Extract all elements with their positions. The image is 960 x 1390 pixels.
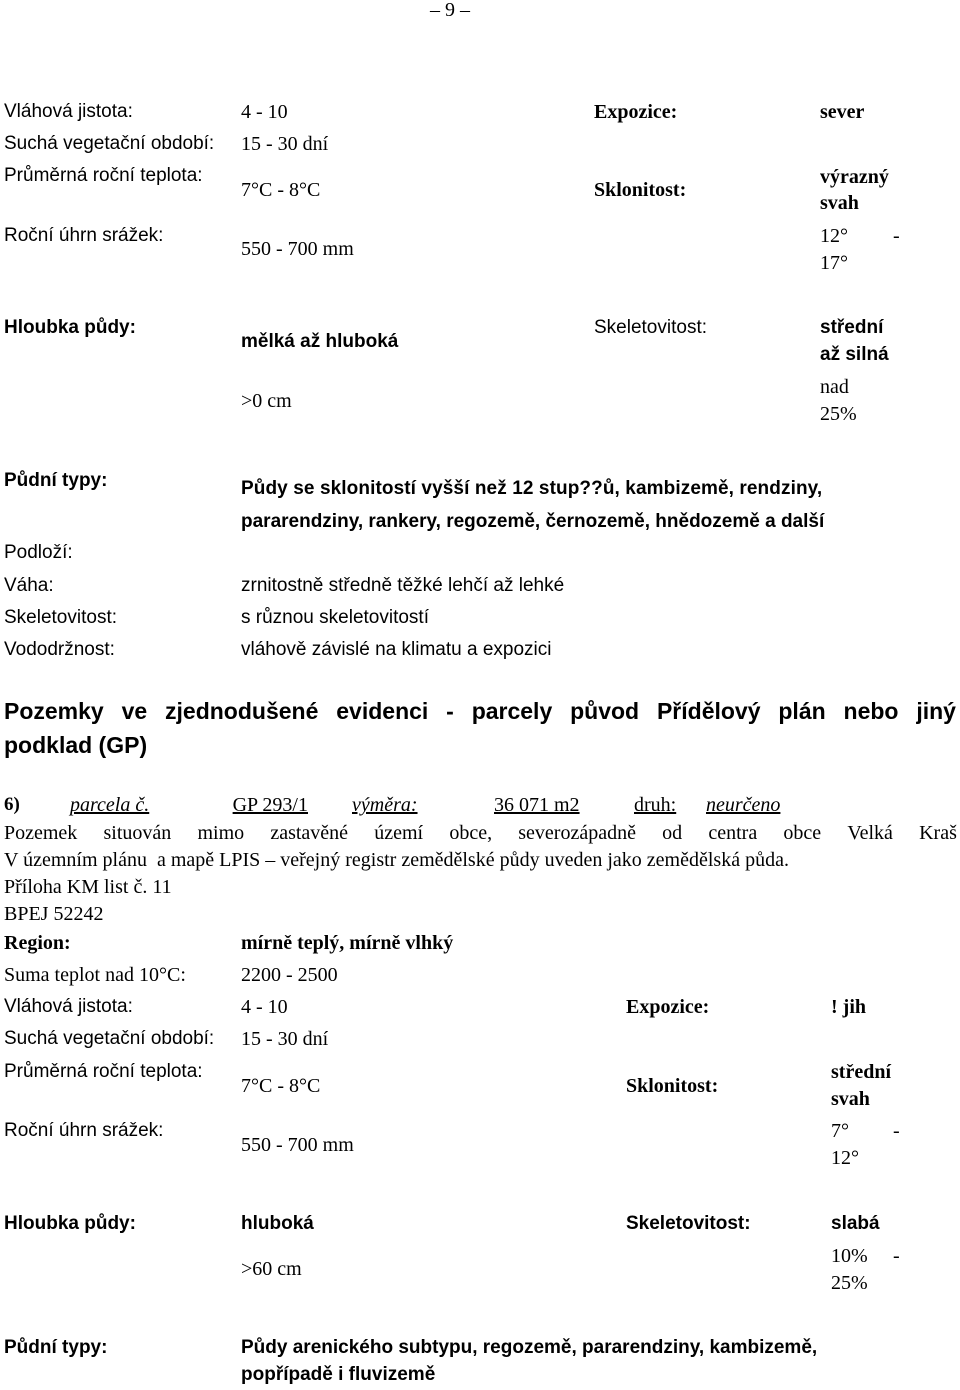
hloubka-label: Hloubka půdy:: [4, 317, 136, 338]
region-value: mírně teplý, mírně vlhký: [241, 932, 454, 954]
druh-value: neurčeno: [706, 794, 781, 816]
desc-word: situován: [103, 822, 172, 844]
desc-word: mimo: [197, 822, 245, 844]
desc-word: od: [662, 822, 683, 844]
srazky-label: Roční úhrn srážek:: [4, 225, 164, 246]
pudni-typy-line-1: Půdy se sklonitostí vyšší než 12 stup??ů, kambizemě, rendziny,: [241, 478, 823, 499]
vaha-value: zrnitostně středně těžké lehčí až lehké: [241, 575, 565, 596]
expozice-value: sever: [820, 101, 865, 123]
parcel-number: 6): [4, 794, 20, 815]
hloubka-cm: >0 cm: [241, 390, 292, 412]
sklon2-deg-dash: -: [893, 1120, 900, 1142]
skelet2-pct-1: 10%: [831, 1245, 868, 1267]
teplota2-value: 7°C - 8°C: [241, 1075, 321, 1097]
pudni-typy-label: Půdní typy:: [4, 470, 108, 491]
skeletovitost-value-1: střední: [820, 317, 884, 338]
desc-word: obce,: [449, 822, 493, 844]
skeletovitost-value-2: až silná: [820, 344, 889, 365]
vymera-label: výměra:: [352, 794, 418, 816]
desc-word: zastavěné: [270, 822, 349, 844]
parcela-value: [162, 795, 352, 816]
parcel-description-line-1: [4, 822, 957, 845]
srazky2-value: 550 - 700 mm: [241, 1134, 354, 1156]
skeletovitost-label: Skeletovitost:: [594, 317, 707, 338]
hloubka2-label: Hloubka půdy:: [4, 1213, 136, 1234]
sucha-value: 15 - 30 dní: [241, 133, 329, 155]
region-label: Region:: [4, 932, 71, 954]
parcel-description-line-2: V územním plánu a mapě LPIS – veřejný registr zemědělské půdy uveden jako zemědělská půda.: [4, 849, 789, 871]
heading-word: Pozemky: [4, 698, 104, 724]
hloubka2-value: hluboká: [241, 1213, 314, 1234]
hloubka-value: mělká až hluboká: [241, 331, 399, 352]
desc-word: severozápadně: [518, 822, 636, 844]
expozice-label: Expozice:: [594, 101, 678, 123]
desc-word: území: [374, 822, 424, 844]
vlahova-label: Vláhová jistota:: [4, 101, 133, 122]
section-heading: [4, 694, 956, 762]
skelet-pct-2: 25%: [820, 403, 857, 425]
sklon2-deg-1: 7°: [831, 1120, 849, 1142]
sklon-deg-1: 12°: [820, 225, 848, 247]
sklonitost2-value-1: střední: [831, 1061, 891, 1083]
vymera-value: 36 071 m2: [494, 794, 580, 816]
sklon-deg-dash: -: [893, 225, 900, 247]
parcela-label: parcela č.: [70, 794, 150, 816]
heading-word: původ: [570, 698, 640, 724]
vlahova-value: 4 - 10: [241, 101, 288, 123]
section-heading-line-2: podklad (GP): [4, 732, 148, 758]
heading-word: parcely: [471, 698, 553, 724]
heading-word: -: [446, 698, 454, 724]
pudni-typy2-line-2: popřípadě i fluvizemě: [241, 1364, 436, 1385]
pudni-typy2-label: Půdní typy:: [4, 1337, 108, 1358]
srazky-value: 550 - 700 mm: [241, 238, 354, 260]
teplota-value: 7°C - 8°C: [241, 179, 321, 201]
expozice2-value: ! jih: [831, 996, 866, 1018]
pudni-typy-line-2: pararendziny, rankery, regozemě, černozemě, hnědozemě a další: [241, 511, 825, 532]
podlozi-label: Podloží:: [4, 542, 73, 563]
desc-word: Pozemek: [4, 822, 78, 844]
suma-label: Suma teplot nad 10°C:: [4, 964, 186, 986]
parcela-value-text: GP 293/1: [232, 794, 308, 816]
skelet2-pct-2: 25%: [831, 1272, 868, 1294]
vlahova2-value: 4 - 10: [241, 996, 288, 1018]
sklonitost-label: Sklonitost:: [594, 179, 687, 201]
hloubka2-cm: >60 cm: [241, 1258, 302, 1280]
srazky2-label: Roční úhrn srážek:: [4, 1120, 164, 1141]
druh-label: druh:: [634, 794, 677, 816]
skeletovitost2-label: Skeletovitost:: [4, 607, 117, 628]
heading-word: ve: [121, 698, 148, 724]
expozice2-label: Expozice:: [626, 996, 710, 1018]
teplota2-label: Průměrná roční teplota:: [4, 1061, 203, 1082]
sklonitost2-value-2: svah: [831, 1088, 870, 1110]
sucha2-value: 15 - 30 dní: [241, 1028, 329, 1050]
sklonitost-value-2: svah: [820, 192, 859, 214]
heading-word: plán: [778, 698, 826, 724]
teplota-label: Průměrná roční teplota:: [4, 165, 203, 186]
desc-word: Kraš: [919, 822, 957, 844]
section-heading-line-1: [4, 694, 956, 728]
heading-word: zjednodušené: [165, 698, 319, 724]
sklonitost-value-1: výrazný: [820, 166, 889, 188]
vododrznost-label: Vododržnost:: [4, 639, 115, 660]
page-number: – 9 –: [430, 0, 470, 21]
desc-word: centra: [708, 822, 758, 844]
heading-word: evidenci: [336, 698, 429, 724]
sklon-deg-2: 17°: [820, 252, 848, 274]
sucha-label: Suchá vegetační období:: [4, 133, 215, 154]
vaha-label: Váha:: [4, 575, 54, 596]
sucha2-label: Suchá vegetační období:: [4, 1028, 215, 1049]
bpej-line: BPEJ 52242: [4, 903, 104, 925]
pudni-typy2-line-1: Půdy arenického subtypu, regozemě, pararendziny, kambizemě,: [241, 1337, 818, 1358]
heading-word: nebo: [843, 698, 899, 724]
skelet-pct-1: nad: [820, 376, 849, 398]
sklonitost2-label: Sklonitost:: [626, 1075, 719, 1097]
priloha-line: Příloha KM list č. 11: [4, 876, 172, 898]
vlahova2-label: Vláhová jistota:: [4, 996, 133, 1017]
skelet2-pct-dash: -: [893, 1245, 900, 1267]
skeletovitost3-label: Skeletovitost:: [626, 1213, 751, 1234]
vododrznost-value: vláhově závislé na klimatu a expozici: [241, 639, 552, 660]
heading-word: Přídělový: [656, 698, 761, 724]
skeletovitost3-value: slabá: [831, 1213, 880, 1234]
heading-word: jiný: [916, 698, 956, 724]
desc-word: obce: [783, 822, 822, 844]
sklon2-deg-2: 12°: [831, 1147, 859, 1169]
suma-value: 2200 - 2500: [241, 964, 338, 986]
skeletovitost2-value: s různou skeletovitostí: [241, 607, 429, 628]
desc-word: Velká: [847, 822, 893, 844]
